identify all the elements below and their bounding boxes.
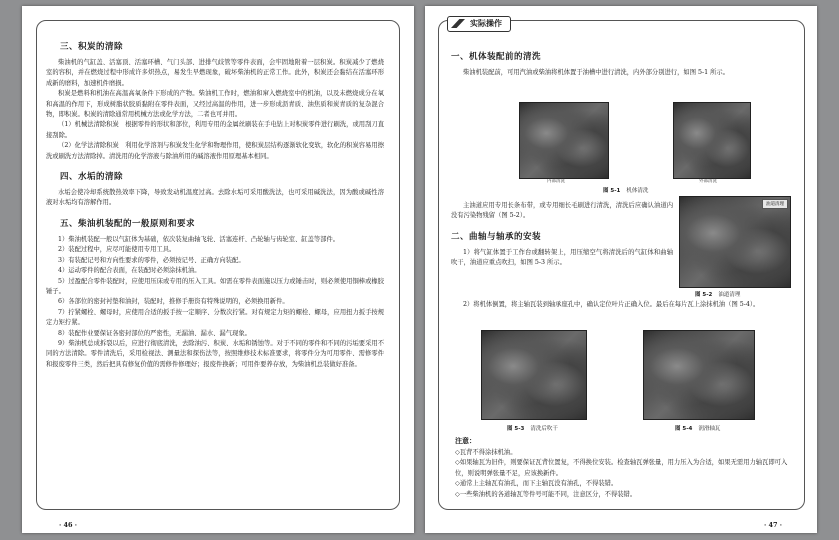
section1-text <box>451 201 673 269</box>
note-item: ◇瓦背不得涂抹机油。 <box>455 449 517 456</box>
photo-external-cleaning <box>673 102 751 179</box>
list-item: 5）过盈配合零件装配时，应使用压床或专用的压入工具。如需在零件表面施以压力或锤击时，则必须使用铜棒或橡胶锤子。 <box>46 277 384 295</box>
photo-oil-gallery-cleaning <box>679 196 791 288</box>
paragraph: 柴油机的气缸盖、活塞顶、活塞环槽、气门头部、进排气歧管等零件表面，会牢固地附着一层积炭。积炭减少了燃烧室的容积，并在燃烧过程中形成许多炽热点，易发生早燃现象，破坏柴油机的正常工作。此外，积炭还会黏结在活塞环形成新的磨料，加速机件磨损。 <box>46 59 384 87</box>
list-item: 6）各部位的密封衬垫和油封，装配时，推修手册资有特殊说明的，必须换用新件。 <box>58 298 289 306</box>
paragraph: 柴油机装配前，可用汽油或柴油将机体置于油槽中进行清洗，内外部分别进行，如图 5-1 所示。 <box>463 69 730 76</box>
figure-text: 油道清理 <box>718 292 741 298</box>
note-item: ◇如果轴瓦为旧件，则要保证瓦背位置复，不得换位安装。检查轴瓦弹张量，用力压入为合适，如果无需用力轴瓦即可入位，则说明弹张量不足，应该换新件。 <box>455 459 788 477</box>
figure-caption <box>507 424 558 432</box>
figure-text: 润滑轴瓦 <box>698 426 721 432</box>
inlay-label: 油道清理 <box>762 199 788 209</box>
badge-label: 实际操作 <box>470 19 502 28</box>
photo-lubricate-bearing <box>643 330 755 420</box>
paragraph: （2）化学法清除积炭 利用化学溶剂与积炭发生化学和物理作用，使积炭层结构逐渐软化变软，软化的积炭容易用擦洗或刷洗方法清除掉。清洗用的化学溶液与除油所用的碱溶液作用原理基本相同。 <box>46 142 384 160</box>
paragraph: 水垢会使冷却系统散热效率下降，导致发动机温度过高。去除水垢可采用酸洗法，也可采用碱洗法，因为酸或碱性溶液对水垢均有溶解作用。 <box>46 189 384 207</box>
figure-caption <box>675 424 720 432</box>
wrench-icon <box>451 19 465 28</box>
list-item: 7）拧紧螺栓、螺母时，应使用合适的扳手按一定顺序、分数次拧紧。对有规定力矩的螺栓、螺母，应用扭力扳手按规定力矩拧紧。 <box>46 308 384 327</box>
photo-label: 内部清洗 <box>547 179 565 184</box>
note-item: ◇一些柴油机的各道轴瓦等件号可能不同，注意区分，不得装错。 <box>455 490 637 498</box>
section-carbon-removal <box>46 40 384 162</box>
right-page <box>425 6 817 533</box>
paragraph: 积炭是燃料和机油在高温高氧条件下形成的产物。柴油机工作时，燃油和窜入燃烧室中的机油，以及未燃烧成分在氧和高温的作用下，形成树脂状胶质黏附在零件表面，又经过高温的作用，进一步形成沥青质、油焦质和炭青质的复杂混合物，即积炭。积炭的清除通常用机械方法或化学方法，二者也可并用。 <box>46 90 384 119</box>
section-title: 二、曲轴与轴承的安装 <box>451 231 542 242</box>
photo-internal-cleaning <box>519 102 609 179</box>
list-item: 4）运动零件的配合表面，在装配时必须涂抹机油。 <box>58 267 201 275</box>
figure-number: 图 5-3 <box>507 426 525 432</box>
list-item: 8）装配作业要保证各密封部位的严密性，无漏油、漏水、漏气现象。 <box>58 329 251 337</box>
section-scale-removal <box>46 170 384 209</box>
practical-operation-badge <box>447 16 511 32</box>
figure-caption <box>695 290 740 298</box>
page-number: · 46 · <box>58 521 78 529</box>
page-number: · 47 · <box>763 521 783 529</box>
notes-title: 注意： <box>455 437 476 445</box>
figure-number: 图 5-4 <box>675 426 693 432</box>
list-item: 1）柴油机装配一般以气缸体为基础，依次装复曲轴飞轮、活塞连杆、凸轮轴与齿轮室、缸盖等部件。 <box>58 235 340 243</box>
paragraph: 主油道应用专用长条布带，或专用细长毛刷进行清洗，清洗后应确认油道内没有污染物残留（图 5-2）。 <box>451 202 673 220</box>
section-title: 四、水垢的清除 <box>60 172 124 183</box>
figure-number: 图 5-1 <box>603 188 621 194</box>
list-item: 2）装配过程中，应尽可能使用专用工具。 <box>58 246 176 254</box>
figure-text: 机体清洗 <box>626 188 649 194</box>
notes-block <box>455 434 789 500</box>
photo-label: 外部清洗 <box>699 179 717 184</box>
section-title: 三、积炭的清除 <box>60 42 124 52</box>
left-page-content <box>46 36 384 370</box>
list-item: 9）柴油机总成拆裂以后，应进行彻底清洗，去除油污、积炭、水垢和锈蚀等。对于不同的零件和不同的污垢要采用不同的方法清除。零件清洗后，采用检视法、测量法和探伤法等，按照维修技术标准要求，将零件分为可用零件、需修零件和报废零件三类，然后把具有修复价值的需修件修理好；报废件换新；可用件要养存放，为柴油机总装做好准备。 <box>46 339 384 368</box>
figure-caption <box>603 186 648 194</box>
note-item: ◇通常上主轴瓦有油孔，而下主轴瓦没有油孔，不得装错。 <box>455 480 618 488</box>
paragraph: （1）机械法清除积炭 根据零件的形状和部位，利用专用的金属丝刷装在手电钻上对积炭零件进行刷洗，或用刮刀直接刮除。 <box>46 121 384 139</box>
section-title: 五、柴油机装配的一般原则和要求 <box>60 218 196 229</box>
section-title: 一、机体装配前的清洗 <box>451 52 542 62</box>
paragraph: 1）将气缸体置于工作台或翻转架上，用压缩空气将清洗后的气缸体和曲轴吹干，油道应重点吹扫，如图 5-3 所示。 <box>451 248 673 267</box>
section2-text <box>451 300 789 310</box>
paragraph: 2）将机体倒置，将主轴瓦装到轴承座孔中，确认定位叶片正确入位。最后在每片瓦上涂抹机油（图 5-4）。 <box>463 301 760 308</box>
right-page-content <box>451 46 787 78</box>
photo-blow-dry <box>481 330 587 420</box>
section-assembly-principles <box>46 217 384 370</box>
list-item: 3）有装配记号和方向性要求的零件，必须按记号、正确方向装配。 <box>58 256 245 264</box>
figure-number: 图 5-2 <box>695 292 713 298</box>
left-page <box>22 6 414 533</box>
figure-text: 清洗后吹干 <box>530 426 558 432</box>
